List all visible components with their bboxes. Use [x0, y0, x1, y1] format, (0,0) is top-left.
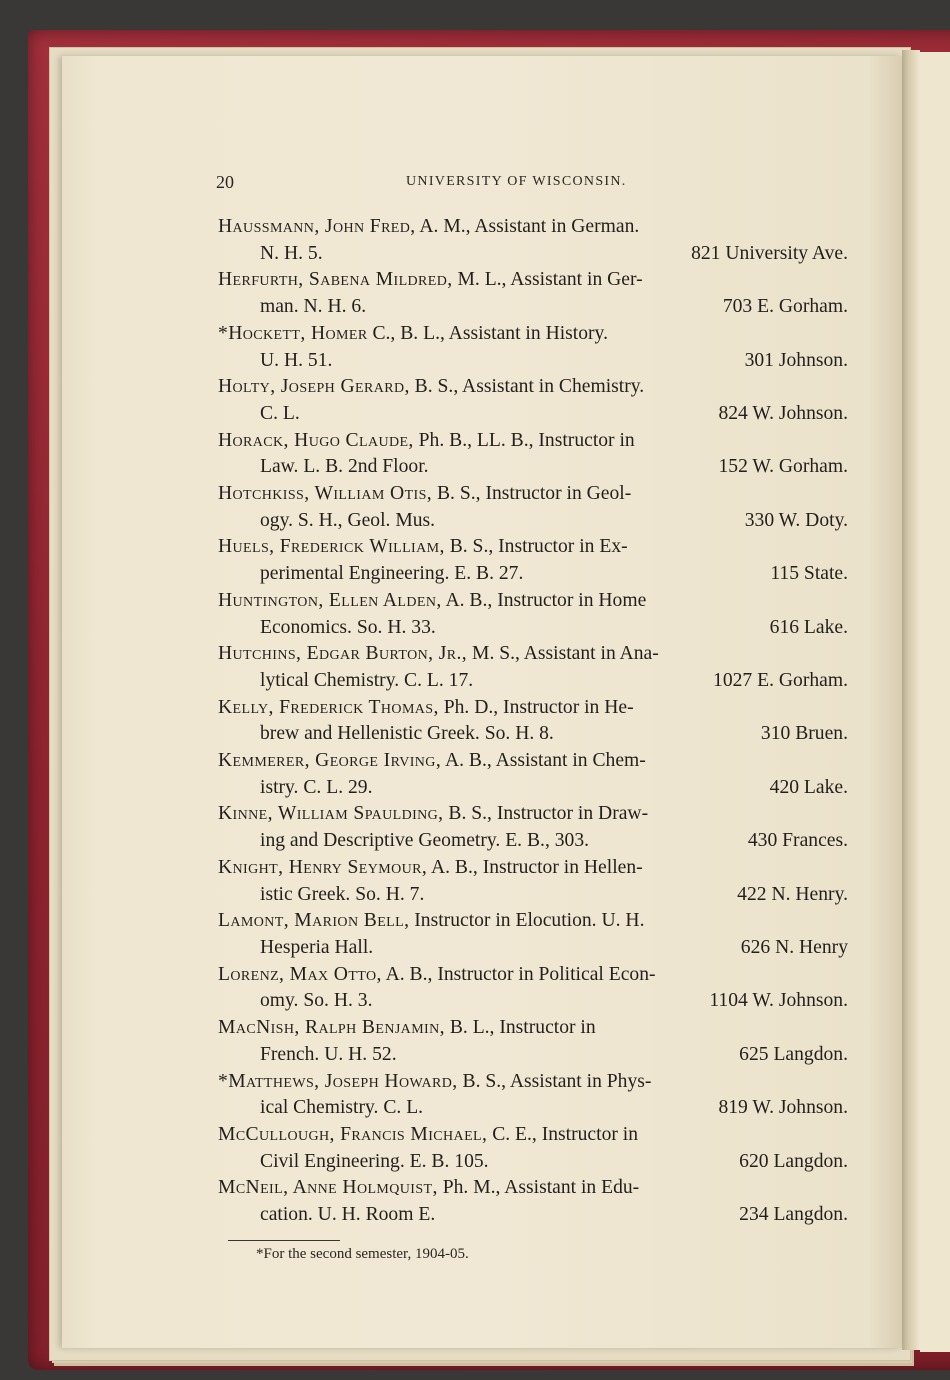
- title-text: A. B., Instructor in Home: [445, 589, 647, 611]
- residence-address: 1027 E. Gorham.: [713, 669, 848, 691]
- office-location: ical Chemistry. C. L.: [260, 1097, 424, 1119]
- office-location: Economics. So. H. 33.: [260, 616, 436, 638]
- entry-location-line: [218, 1095, 850, 1122]
- directory-entry: [218, 428, 850, 481]
- residence-address: 115 State.: [770, 563, 848, 585]
- entry-location-line: [218, 668, 850, 695]
- person-name: Kinne, William Spaulding,: [218, 803, 444, 825]
- entry-heading-line: [218, 374, 850, 401]
- person-name: McNeil, Anne Holmquist,: [218, 1177, 438, 1199]
- office-location: Civil Engineering. E. B. 105.: [260, 1150, 489, 1172]
- residence-address: 626 N. Henry: [740, 936, 848, 958]
- person-name: Herfurth, Sabena Mildred,: [218, 269, 453, 291]
- entry-heading-line: [218, 908, 850, 935]
- entry-heading-line: [218, 1069, 850, 1096]
- entry-location-line: [218, 1149, 850, 1176]
- title-text: M. L., Assistant in Ger-: [457, 269, 643, 291]
- office-location: N. H. 5.: [260, 242, 323, 264]
- directory-entry: [218, 267, 850, 320]
- entry-heading-line: [218, 321, 850, 348]
- residence-address: 625 Langdon.: [739, 1043, 848, 1065]
- residence-address: 420 Lake.: [769, 776, 848, 798]
- title-text: B. S., Assistant in Phys-: [462, 1070, 652, 1092]
- entry-location-line: [218, 348, 850, 375]
- directory-entry: [218, 908, 850, 961]
- entry-heading-line: [218, 534, 850, 561]
- office-location: istry. C. L. 29.: [260, 776, 373, 798]
- entry-location-line: [218, 401, 850, 428]
- entry-heading-line: [218, 962, 850, 989]
- page-number: 20: [216, 172, 234, 192]
- entry-location-line: [218, 988, 850, 1015]
- residence-address: 703 E. Gorham.: [722, 296, 848, 318]
- entry-heading-line: [218, 588, 850, 615]
- entry-heading-line: [218, 641, 850, 668]
- title-text: M. S., Assistant in Ana-: [472, 643, 659, 665]
- title-text: Instructor in Elocution. U. H.: [414, 910, 645, 932]
- office-location: Hesperia Hall.: [260, 936, 374, 958]
- person-name: Hotchkiss, William Otis,: [218, 483, 433, 505]
- directory-entry: [218, 962, 850, 1015]
- residence-address: 422 N. Henry.: [737, 883, 848, 905]
- title-text: Ph. B., LL. B., Instructor in: [418, 429, 635, 451]
- person-name: Kemmerer, George Irving,: [218, 750, 442, 772]
- title-text: B. S., Instructor in Draw-: [448, 803, 649, 825]
- directory-entry: [218, 1122, 850, 1175]
- facing-page-edge: [920, 52, 950, 1352]
- entry-location-line: [218, 721, 850, 748]
- residence-address: 821 University Ave.: [691, 242, 848, 264]
- title-text: A. B., Instructor in Hellen-: [430, 856, 643, 878]
- residence-address: 620 Langdon.: [739, 1150, 848, 1172]
- office-location: Law. L. B. 2nd Floor.: [260, 456, 429, 478]
- directory-entry: [218, 374, 850, 427]
- person-name: Haussmann, John Fred,: [218, 216, 416, 237]
- book-gutter: [902, 50, 920, 1350]
- title-text: A. M., Assistant in German.: [419, 216, 640, 237]
- person-name: Horack, Hugo Claude,: [218, 429, 414, 451]
- entry-heading-line: [218, 1015, 850, 1042]
- office-location: istic Greek. So. H. 7.: [260, 883, 425, 905]
- directory-entry: [218, 641, 850, 694]
- entry-location-line: [218, 241, 850, 268]
- title-text: C., B. L., Assistant in History.: [372, 322, 608, 344]
- directory-entry: [218, 801, 850, 854]
- person-name: MacNish, Ralph Benjamin,: [218, 1017, 445, 1039]
- entry-location-line: [218, 935, 850, 962]
- entry-location-line: [218, 508, 850, 535]
- directory-entry: [218, 748, 850, 801]
- title-text: C. E., Instructor in: [492, 1123, 639, 1145]
- person-name: Lorenz, Max Otto,: [218, 963, 382, 985]
- person-name: Huels, Frederick William,: [218, 536, 445, 558]
- footnote-rule: [228, 1240, 340, 1241]
- person-name: McCullough, Francis Michael,: [218, 1123, 488, 1145]
- entry-location-line: [218, 454, 850, 481]
- entry-location-line: [218, 615, 850, 642]
- residence-address: 430 Frances.: [747, 830, 848, 852]
- directory-entry: [218, 321, 850, 374]
- title-text: B. L., Instructor in: [449, 1017, 596, 1039]
- directory-entry: [218, 1015, 850, 1068]
- office-location: ogy. S. H., Geol. Mus.: [260, 509, 436, 531]
- entry-heading-line: [218, 695, 850, 722]
- person-name: *Hockett, Homer: [218, 322, 368, 344]
- person-name: *Matthews, Joseph Howard,: [218, 1070, 458, 1092]
- person-name: Hutchins, Edgar Burton, Jr.,: [218, 643, 468, 665]
- title-text: Ph. D., Instructor in He-: [443, 696, 634, 718]
- residence-address: 616 Lake.: [769, 616, 848, 638]
- entry-heading-line: [218, 855, 850, 882]
- title-text: B. S., Assistant in Chemistry.: [414, 376, 645, 398]
- entry-location-line: [218, 1042, 850, 1069]
- residence-address: 330 W. Doty.: [744, 509, 848, 531]
- office-location: perimental Engineering. E. B. 27.: [260, 563, 524, 585]
- office-location: cation. U. H. Room E.: [260, 1204, 436, 1226]
- directory-entry: [218, 855, 850, 908]
- directory-entry: [218, 1175, 850, 1228]
- office-location: French. U. H. 52.: [260, 1043, 397, 1065]
- directory-entry: [218, 534, 850, 587]
- person-name: Knight, Henry Seymour,: [218, 856, 428, 878]
- person-name: Lamont, Marion Bell,: [218, 910, 410, 932]
- residence-address: 152 W. Gorham.: [718, 456, 848, 478]
- footnote: *For the second semester, 1904-05.: [256, 1246, 469, 1262]
- entry-location-line: [218, 828, 850, 855]
- directory-entry: [218, 695, 850, 748]
- residence-address: 310 Bruen.: [760, 723, 848, 745]
- entry-heading-line: [218, 214, 850, 241]
- residence-address: 301 Johnson.: [744, 349, 848, 371]
- directory-entries: [218, 214, 850, 1229]
- person-name: Kelly, Frederick Thomas,: [218, 696, 439, 718]
- entry-location-line: [218, 1202, 850, 1229]
- entry-location-line: [218, 561, 850, 588]
- title-text: B. S., Instructor in Geol-: [436, 483, 632, 505]
- residence-address: 1104 W. Johnson.: [709, 990, 848, 1012]
- entry-heading-line: [218, 428, 850, 455]
- entry-heading-line: [218, 1122, 850, 1149]
- person-name: Huntington, Ellen Alden,: [218, 589, 442, 611]
- residence-address: 234 Langdon.: [739, 1204, 848, 1226]
- person-name: Holty, Joseph Gerard,: [218, 376, 410, 398]
- entry-heading-line: [218, 801, 850, 828]
- title-text: B. S., Instructor in Ex-: [449, 536, 628, 558]
- directory-entry: [218, 1069, 850, 1122]
- entry-location-line: [218, 294, 850, 321]
- office-location: U. H. 51.: [260, 349, 333, 371]
- title-text: A. B., Assistant in Chem-: [444, 750, 646, 772]
- entry-heading-line: [218, 748, 850, 775]
- entry-heading-line: [218, 1175, 850, 1202]
- office-location: man. N. H. 6.: [260, 296, 367, 318]
- directory-entry: [218, 214, 850, 267]
- residence-address: 819 W. Johnson.: [718, 1097, 848, 1119]
- title-text: Ph. M., Assistant in Edu-: [442, 1177, 640, 1199]
- running-title: UNIVERSITY OF WISCONSIN.: [406, 174, 627, 189]
- directory-entry: [218, 588, 850, 641]
- office-location: brew and Hellenistic Greek. So. H. 8.: [260, 723, 554, 745]
- entry-location-line: [218, 775, 850, 802]
- office-location: C. L.: [260, 402, 300, 424]
- entry-location-line: [218, 882, 850, 909]
- residence-address: 824 W. Johnson.: [718, 402, 848, 424]
- office-location: ing and Descriptive Geometry. E. B., 303.: [260, 830, 590, 852]
- title-text: A. B., Instructor in Political Econ-: [385, 963, 656, 985]
- entry-heading-line: [218, 267, 850, 294]
- directory-entry: [218, 481, 850, 534]
- entry-heading-line: [218, 481, 850, 508]
- page-header: [0, 170, 950, 194]
- office-location: omy. So. H. 3.: [260, 990, 373, 1012]
- office-location: lytical Chemistry. C. L. 17.: [260, 669, 474, 691]
